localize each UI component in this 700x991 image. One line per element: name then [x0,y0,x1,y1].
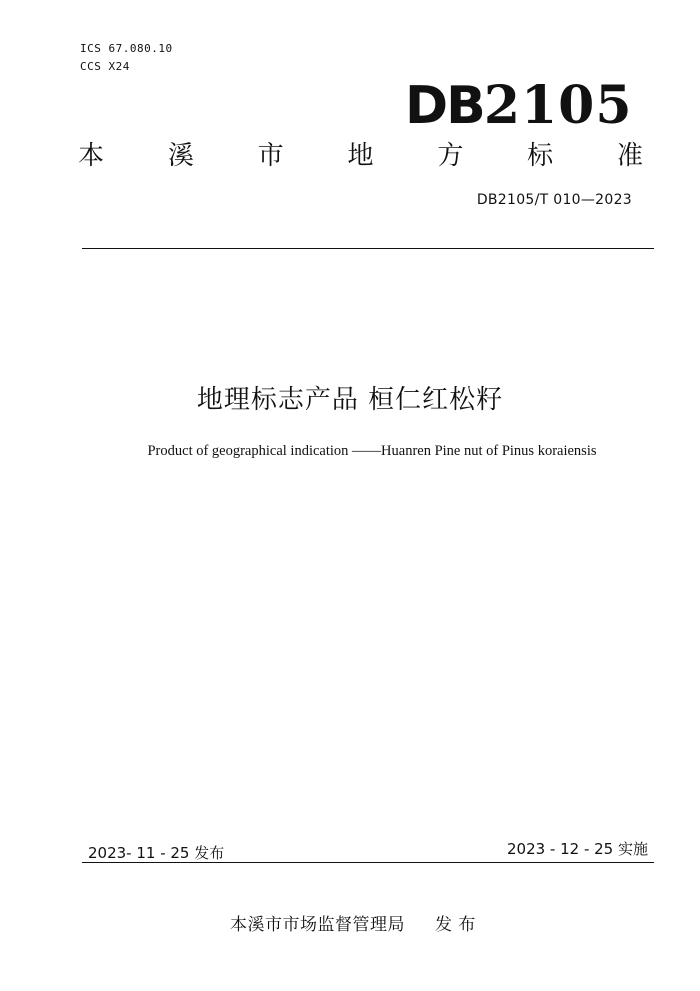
ics-code: ICS 67.080.10 [80,42,173,55]
classification-codes [80,40,173,76]
issuer-name: 本溪市市场监督管理局 [230,915,405,935]
implementation-date: 2023 - 12 - 25 实施 [506,840,648,858]
standard-type-char: 标 [527,141,554,171]
db-logo-number: 2105 [483,75,633,136]
bottom-divider [82,862,654,863]
standard-type-char: 溪 [167,141,194,171]
issuer-line [230,910,476,935]
standard-type-char: 地 [347,141,374,171]
db-logo-prefix: DB [405,76,484,136]
db-standard-logo [405,75,633,136]
issue-date: 2023- 11 - 25 发布 [88,844,225,862]
document-title-chinese: 地理标志产品 桓仁红松籽 [196,385,504,415]
standard-type-heading [78,140,643,172]
standard-type-char: 方 [437,141,464,171]
standard-type-char: 市 [257,141,284,171]
top-divider [82,248,654,249]
issuer-action: 发 布 [435,915,476,935]
standard-number: DB2105/T 010—2023 [476,192,632,208]
ccs-code: CCS X24 [80,60,130,73]
document-title-english: Product of geographical indication ——Huanren Pine nut of Pinus koraiensis [147,443,597,459]
standard-type-char: 准 [616,141,643,171]
standard-type-char: 本 [78,141,105,171]
